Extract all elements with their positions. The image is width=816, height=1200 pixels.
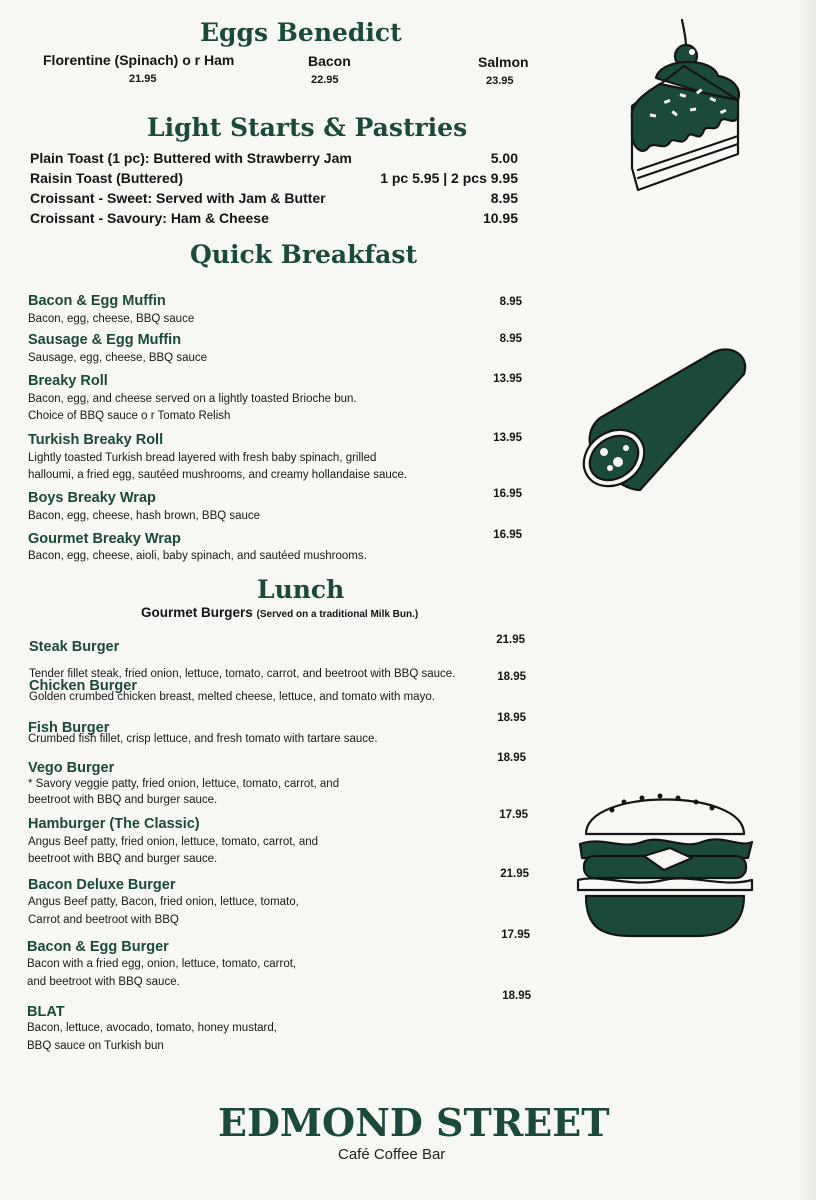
lunch-item-price: 18.95 — [497, 671, 526, 683]
lunch-subtitle — [141, 605, 418, 620]
breakfast-item-desc: Bacon, egg, cheese, hash brown, BBQ sauce — [28, 510, 261, 522]
lunch-item-desc: Bacon with a fried egg, onion, lettuce, tomato, carrot, — [27, 958, 297, 970]
breakfast-item-price: 8.95 — [499, 296, 522, 308]
lunch-item-desc: Angus Beef patty, Bacon, fried onion, lettuce, tomato, — [28, 896, 299, 908]
lunch-item-desc: Bacon, lettuce, avocado, tomato, honey mustard, — [27, 1022, 277, 1034]
breakfast-item-desc: Lightly toasted Turkish bread layered with fresh baby spinach, grilled — [28, 452, 377, 464]
lunch-item-price: 18.95 — [502, 990, 531, 1002]
breakfast-item-name: Bacon & Egg Muffin — [28, 293, 166, 309]
lunch-item-name: Chicken Burger — [29, 678, 137, 694]
pastry-item-price: 5.00 — [490, 150, 518, 166]
benedict-option-salmon: Salmon — [478, 54, 529, 70]
breakfast-item-price: 16.95 — [493, 529, 522, 541]
lunch-item-name: Hamburger (The Classic) — [28, 816, 200, 832]
pastry-item-name: Raisin Toast (Buttered) — [30, 170, 183, 186]
quick-breakfast-heading: Quick Breakfast — [190, 240, 418, 269]
breakfast-item-desc: Sausage, egg, cheese, BBQ sauce — [28, 352, 208, 364]
page-edge — [798, 0, 816, 1200]
lunch-item-price: 18.95 — [497, 712, 526, 724]
lunch-item-desc: Angus Beef patty, fried onion, lettuce, tomato, carrot, and — [28, 836, 319, 848]
lunch-heading: Lunch — [257, 575, 345, 604]
lunch-item-desc: beetroot with BBQ and burger sauce. — [28, 853, 218, 865]
pastry-item-price: 10.95 — [482, 210, 518, 226]
eggs-benedict-heading: Eggs Benedict — [200, 18, 402, 47]
brand-name: EDMOND STREET — [218, 1100, 610, 1145]
breakfast-item-price: 13.95 — [493, 432, 522, 444]
breakfast-item-name: Turkish Breaky Roll — [28, 432, 164, 448]
pastry-item-price: 8.95 — [490, 190, 518, 206]
burger-icon — [572, 778, 758, 946]
cake-slice-icon — [620, 18, 760, 208]
lunch-item-desc: Carrot and beetroot with BBQ — [28, 914, 179, 926]
breakfast-item-price: 8.95 — [499, 333, 522, 345]
lunch-item-price: 21.95 — [496, 634, 525, 646]
breakfast-item-price: 13.95 — [493, 373, 522, 385]
wrap-icon — [574, 340, 754, 500]
breakfast-item-desc: Bacon, egg, and cheese served on a lightly toasted Brioche bun. — [28, 393, 357, 405]
benedict-option-florentine: Florentine (Spinach) o r Ham — [43, 52, 235, 68]
benedict-option-bacon: Bacon — [308, 53, 351, 69]
lunch-item-desc: Crumbed fish fillet, crisp lettuce, and fresh tomato with tartare sauce. — [28, 733, 378, 745]
lunch-subtitle-note: (Served on a traditional Milk Bun.) — [256, 609, 419, 620]
breakfast-item-desc: Bacon, egg, cheese, BBQ sauce — [28, 313, 195, 325]
breakfast-item-desc: Choice of BBQ sauce o r Tomato Relish — [28, 410, 231, 422]
benedict-price-salmon: 23.95 — [486, 75, 514, 87]
lunch-item-desc-line: Tender fillet steak, fried onion, lettuce, tomato, carrot, and beetroot with BBQ sauce. — [29, 668, 456, 680]
breakfast-item-name: Gourmet Breaky Wrap — [28, 531, 181, 547]
lunch-item-price: 18.95 — [497, 752, 526, 764]
lunch-item-price: 21.95 — [500, 868, 529, 880]
lunch-item-price: 17.95 — [501, 929, 530, 941]
pastry-item-name: Croissant - Sweet: Served with Jam & Butter — [30, 190, 326, 206]
benedict-price-bacon: 22.95 — [311, 74, 339, 86]
benedict-price-florentine: 21.95 — [129, 73, 157, 85]
lunch-item-name: Steak Burger — [29, 639, 120, 655]
lunch-item-name: Fish Burger — [28, 720, 110, 736]
lunch-item-desc: BBQ sauce on Turkish bun — [27, 1040, 164, 1052]
lunch-item-desc: and beetroot with BBQ sauce. — [27, 976, 180, 988]
lunch-item-desc: Golden crumbed chicken breast, melted cheese, lettuce, and tomato with mayo. — [29, 691, 435, 703]
lunch-item-name: BLAT — [27, 1004, 65, 1020]
lunch-item-desc: * Savory veggie patty, fried onion, lettuce, tomato, carrot, and — [28, 778, 340, 790]
breakfast-item-name: Sausage & Egg Muffin — [28, 332, 182, 348]
breakfast-item-desc: halloumi, a fried egg, sautéed mushrooms, and creamy hollandaise sauce. — [28, 469, 408, 481]
lunch-item-name: Vego Burger — [28, 760, 115, 776]
lunch-subtitle-label: Gourmet Burgers — [141, 605, 253, 620]
pastry-item-price: 1 pc 5.95 | 2 pcs 9.95 — [380, 170, 518, 186]
breakfast-item-desc: Bacon, egg, cheese, aioli, baby spinach, and sautéed mushrooms. — [28, 550, 367, 562]
brand-tagline: Café Coffee Bar — [338, 1146, 446, 1163]
light-starts-heading: Light Starts & Pastries — [147, 113, 468, 142]
lunch-item-name: Bacon & Egg Burger — [27, 939, 169, 955]
breakfast-item-name: Breaky Roll — [28, 373, 108, 389]
pastry-item-name: Plain Toast (1 pc): Buttered with Strawberry Jam — [30, 150, 352, 166]
pastry-item-name: Croissant - Savoury: Ham & Cheese — [30, 210, 269, 226]
lunch-item-desc: beetroot with BBQ and burger sauce. — [28, 794, 218, 806]
breakfast-item-name: Boys Breaky Wrap — [28, 490, 156, 506]
breakfast-item-price: 16.95 — [493, 488, 522, 500]
lunch-item-price: 17.95 — [499, 809, 528, 821]
lunch-item-name: Bacon Deluxe Burger — [28, 877, 176, 893]
